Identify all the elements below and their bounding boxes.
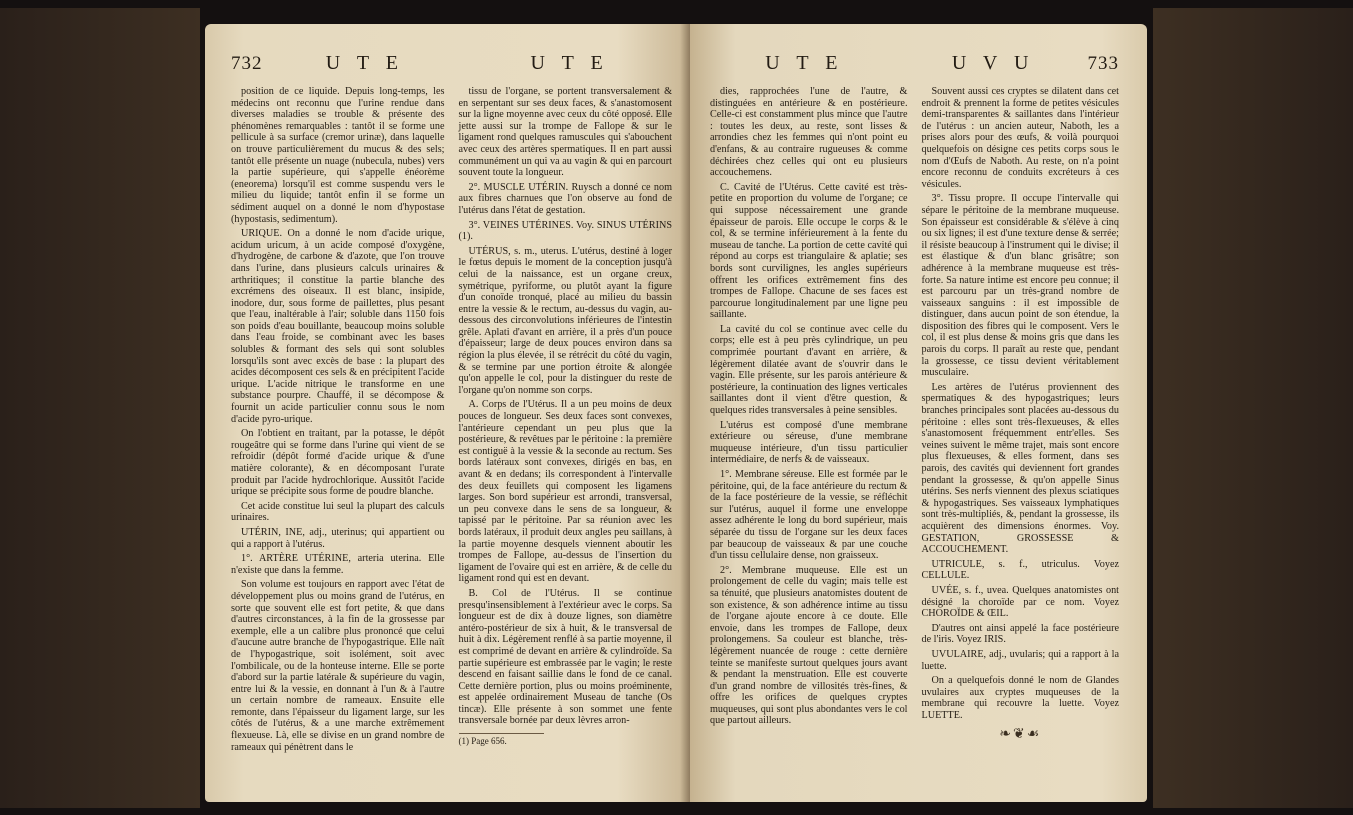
paragraph: UVÉE, s. f., uvea. Quelques anatomistes ont désigné la choroïde par ce nom. Voyez CHOROÏDE & ŒIL. bbox=[921, 584, 1119, 620]
paragraph: D'autres ont ainsi appelé la face postérieure de l'iris. Voyez IRIS. bbox=[921, 622, 1119, 646]
right-column-1 bbox=[710, 86, 908, 741]
paragraph: UVULAIRE, adj., uvularis; qui a rapport à la luette. bbox=[921, 648, 1119, 672]
right-column-2 bbox=[922, 86, 1120, 741]
paragraph: 3°. VEINES UTÉRINES. Voy. SINUS UTÉRINS (1). bbox=[458, 219, 672, 243]
paragraph: L'utérus est composé d'une membrane extérieure ou séreuse, d'une membrane muqueuse intérieure, d'un tissu particulier intermédiaire, de nerfs & de vaisseaux. bbox=[710, 419, 908, 466]
paragraph: B. Col de l'Utérus. Il se continue presqu'insensiblement à l'extérieur avec le corps. Sa longueur est de dix à douze lignes, son diamètre antéro-postérieur de six à huit, & le transversal de huit à dix. Légèrement renflé à sa partie moyenne, il est comprimé de devant en arrière & cylindroïde. Sa partie supérieure est embrassée par le vagin; le reste descend en faisant saillie dans le fond de ce canal. Cette dernière portion, plus ou moins proéminente, est appelée ordinairement Museau de tanche (Os tincæ). Elle présente à son sommet une fente transversale bornée par deux lèvres arron- bbox=[458, 587, 672, 727]
left-head-left: U T E bbox=[325, 52, 404, 74]
book-cover-right bbox=[1153, 8, 1353, 808]
paragraph: 1°. Membrane séreuse. Elle est formée par le péritoine, qui, de la face antérieure du rectum & de la face postérieure de la vessie, se réfléchit sur l'utérus, auquel il forme une enveloppe assez adhérente le long du bord supérieur, mais séparée du tissu de l'organe sur les deux faces par beaucoup de vaisseaux & par une couche d'un tissu cellulaire dense, non graisseux. bbox=[710, 469, 908, 562]
paragraph: UTÉRIN, INE, adj., uterinus; qui appartient ou qui a rapport à l'utérus. bbox=[231, 526, 445, 550]
right-running-head bbox=[710, 52, 1119, 78]
paragraph: UTÉRUS, s. m., uterus. L'utérus, destiné à loger le fœtus depuis le moment de la conception jusqu'à celui de la naissance, est un organe creux, symétrique, pyriforme, ou plutôt ayant la figure d'un conoïde tronqué, placé au milieu du bassin entre la vessie & le rectum, au-dessus du vagin, au-dessous des circonvolutions inférieures de l'intestin grêle. Aplati d'avant en arrière, il a près d'un pouce d'épaisseur; large de deux pouces environ dans sa région la plus élevée, il se rétrécit du côté du vagin, & se termine par une portion étroite & alongée qu'on appelle le col, pour la distinguer du reste de l'organe qu'on nomme son corps. bbox=[458, 245, 672, 396]
paragraph: UTRICULE, s. f., utriculus. Voyez CELLULE. bbox=[921, 558, 1119, 582]
right-page-number: 733 bbox=[1087, 53, 1119, 74]
paragraph: URIQUE. On a donné le nom d'acide urique, acidum uricum, à un acide composé d'oxygène, d'hydrogène, de carbone & d'azote, que l'on trouve dans l'urine, dans plusieurs calculs urinaires & arthritiques; il constitue la partie blanche des excrémens des oiseaux. Il est blanc, insipide, inodore, dur, sous forme de paillettes, plus pesant que l'eau, inaltérable à l'air; soluble dans 1150 fois son poids d'eau bouillante, beaucoup moins soluble dans l'eau froide, se combinant avec les bases solubles & formant des sels qui sont solubles lorsqu'ils sont avec excès de base : la plupart des acides décomposent ces sels & en précipitent l'acide urique. L'acide nitrique le transforme en une substance pourpre. Chauffé, il se décompose & fournit un acide particulier connu sous le nom d'acide pyro-urique. bbox=[231, 228, 445, 425]
footnote: (1) Page 656. bbox=[459, 733, 544, 748]
paragraph: C. Cavité de l'Utérus. Cette cavité est très-petite en proportion du volume de l'organe; ce qui suppose nécessairement une grande épaisseur de parois. Elle occupe le corps & le col, & se termine inférieurement à la fente du museau de tanche. La portion de cette cavité qui répond au corps est triangulaire & aplatie; ses bords sont curvilignes, les angles supérieurs offrent les orifices extrêmement fins des trompes de Fallope. Chacune de ses faces est parcourue longitudinalement par une ligne peu saillante. bbox=[710, 181, 908, 321]
paragraph: Cet acide constitue lui seul la plupart des calculs urinaires. bbox=[231, 500, 445, 524]
fleuron-ornament-icon: ❧❦☙ bbox=[999, 727, 1042, 743]
right-head-left: U T E bbox=[765, 52, 844, 74]
right-page bbox=[690, 24, 1147, 802]
paragraph: A. Corps de l'Utérus. Il a un peu moins de deux pouces de longueur. Ses deux faces sont convexes, l'antérieure cependant un peu plus que la postérieure, & revêtues par le péritoine : la première est contiguë à la vessie & la seconde au rectum. Ses bords latéraux sont convexes, dirigés en bas, en avant & en dedans; ils correspondent à l'intervalle des deux feuillets qui composent les ligamens larges. Son bord supérieur est arrondi, transversal, un peu convexe dans le sens de sa longueur, & tapissé par le péritoine. Par sa réunion avec les bords latéraux, il produit deux angles peu saillans, à la partie moyenne desquels viennent aboutir les trompes de Fallope, au-dessus de l'insertion du ligament de l'ovaire qui est en arrière, & de celle du ligament rond qui est en devant. bbox=[458, 399, 672, 585]
paragraph: 1°. ARTÈRE UTÉRINE, arteria uterina. Elle n'existe que dans la femme. bbox=[231, 553, 445, 576]
right-head-right: U V U bbox=[951, 52, 1035, 74]
paragraph: tissu de l'organe, se portent transversalement & en serpentant sur ses deux faces, & s'anastomosent sur la ligne moyenne avec ceux du côté opposé. Elle jette aussi sur la trompe de Fallope & sur le ligament rond quelques ramuscules qui s'abouchent avec ceux des artères spermatiques. Il en part aussi communément un qui va au vagin & qui en parcourt souvent toute la longueur. bbox=[458, 86, 672, 179]
left-running-head bbox=[231, 52, 672, 78]
left-column-2 bbox=[459, 86, 673, 756]
paragraph: Son volume est toujours en rapport avec l'état de développement plus ou moins grand de l'utérus, en sorte que souvent elle est fort petite, & que dans d'autres circonstances, à la fin de la grossesse par exemple, elle a un calibre plus prononcé que celui d'aucune autre branche de l'hypogastrique. Elle naît de l'hypogastrique, soit isolément, soit avec l'ombilicale, ou de la honteuse interne. Elle se porte d'abord sur la partie latérale & supérieure du vagin, entre lui & la vessie, en donnant à l'un & à l'autre un certain nombre de rameaux. Ensuite elle remonte, dans l'épaisseur du ligament large, sur les côtés de l'utérus, & a une marche extrêmement flexueuse. Là, elle se divise en un grand nombre de rameaux qui pénètrent dans le bbox=[231, 579, 445, 753]
left-column-1 bbox=[231, 86, 445, 756]
paragraph: Souvent aussi ces cryptes se dilatent dans cet endroit & prennent la forme de petites vésicules demi-transparentes & saillantes dans l'intérieur de l'utérus : un ancien auteur, Naboth, les a prises alors pour des œufs, & voilà pourquoi quelquefois on désigne ces petits corps sous le nom d'Œufs de Naboth. Au reste, on n'a point encore reconnu de conduits excréteurs à ces vésicules. bbox=[921, 86, 1119, 190]
book-cover-left bbox=[0, 8, 200, 808]
left-page-number: 732 bbox=[231, 53, 263, 74]
paragraph: 2°. MUSCLE UTÉRIN. Ruysch a donné ce nom aux fibres charnues que l'on observe au fond de l'utérus dans l'état de gestation. bbox=[458, 181, 672, 216]
left-head-right: U T E bbox=[530, 52, 609, 74]
paragraph: 2°. Membrane muqueuse. Elle est un prolongement de celle du vagin; mais telle est sa ténuité, que plusieurs anatomistes doutent de son existence, & son adhérence intime au tissu de l'organe ajoute encore à ce doute. Elle envoie, dans les trompes de Fallope, deux prolongemens. Sa couleur est blanche, très-légèrement nuancée de rouge : cette dernière teinte se manifeste surtout quelques jours avant & pendant la menstruation. Elle est couverte d'un grand nombre de villosités très-fines, & offre les orifices de quelques cryptes muqueuses, qui sont plus abondantes vers le col que partout ailleurs. bbox=[710, 564, 908, 727]
paragraph: La cavité du col se continue avec celle du corps; elle est à peu près cylindrique, un peu comprimée pourtant d'avant en arrière, & légèrement dilatée avant de s'ouvrir dans le vagin. Elle présente, sur les parois antérieure & postérieure, la continuation des lignes verticales saillantes dont il vient d'être question, & quelques rides transversales à peine sensibles. bbox=[710, 323, 908, 417]
paragraph: 3°. Tissu propre. Il occupe l'intervalle qui sépare le péritoine de la membrane muqueuse. Son épaisseur est considérable & s'élève à cinq ou six lignes; il est d'une texture dense & serrée; il résiste beaucoup à l'instrument qui le divise; il est élastique & d'un blanc grisâtre; son adhérence à la membrane muqueuse est très-forte. Sa nature intime est encore peu connue; il est parcouru par un très-grand nombre de vaisseaux sanguins : il est impossible de distinguer, dans aucun point de son étendue, la disposition des fibres qui le composent. Vers le col, il est plus dense & moins gris que dans les parois du corps. Il paraît au reste que, pendant la grossesse, ce tissu devient véritablement musculaire. bbox=[921, 193, 1119, 379]
paragraph: On a quelquefois donné le nom de Glandes uvulaires aux cryptes muqueuses de la membrane qui recouvre la luette. Voyez LUETTE. bbox=[921, 675, 1119, 721]
paragraph: Les artères de l'utérus proviennent des spermatiques & des hypogastriques; leurs branches principales sont placées au-dessous du péritoine : elles sont très-flexueuses, & elles s'anastomosent fréquemment entr'elles. Ses veines suivent le même trajet, mais sont encore plus flexueuses, & elles forment, dans ses parois, des cavités qui deviennent fort grandes pendant la grossesse, & qu'on appelle Sinus utérins. Ses nerfs viennent des plexus sciatiques & hypogastriques. Ses vaisseaux lymphatiques sont très-multipliés, &, pendant la grossesse, ils acquièrent des dimensions énormes. Voy. GESTATION, GROSSESSE & ACCOUCHEMENT. bbox=[921, 381, 1119, 556]
paragraph: position de ce liquide. Depuis long-temps, les médecins ont reconnu que l'urine rendue dans diverses maladies se trouble & présente des phénomènes remarquables : tantôt il se forme une pellicule à sa surface (cremor urinæ), dans laquelle on trouve particulièrement du mucus & des sels; tantôt elle présente un nuage (nubecula, nubes) vers la partie supérieure, qui s'appelle énéorème (eneorema) lorsqu'il est comme suspendu vers le milieu du liquide; tantôt enfin il se forme un sédiment auquel on a donné le nom d'hypostase (hypostasis, sedimentum). bbox=[231, 86, 445, 225]
left-page bbox=[205, 24, 690, 802]
paragraph: dies, rapprochées l'une de l'autre, & distinguées en antérieure & en postérieure. Celle-ci est constamment plus mince que l'autre : toutes les deux, au reste, sont lisses & arrondies chez les femmes qui n'ont point eu d'enfans, & au contraire rugueuses & comme déchirées chez celles qui ont eu plusieurs accouchemens. bbox=[710, 86, 908, 179]
paragraph: On l'obtient en traitant, par la potasse, le dépôt rougeâtre qui se forme dans l'urine qui vient de se refroidir (dépôt formé d'acide urique & d'une matière colorante), & en décomposant l'urate produit par l'acide hydrochlorique. Aussitôt l'acide urique se précipite sous forme de poudre blanche. bbox=[231, 428, 445, 498]
